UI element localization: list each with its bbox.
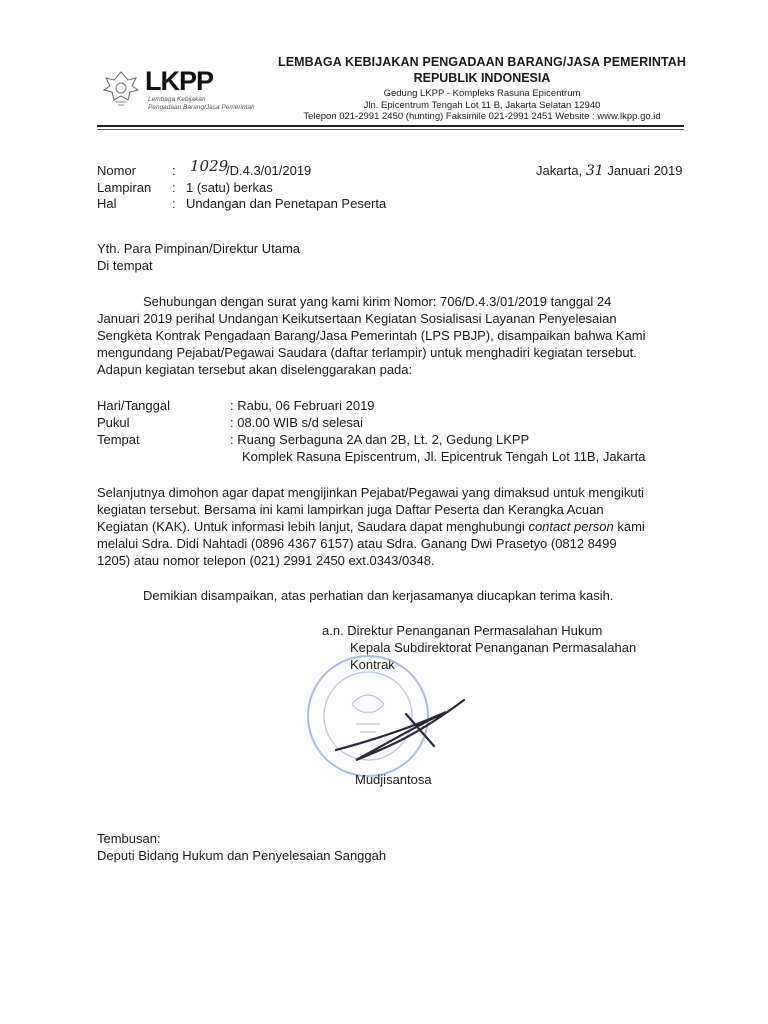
addressee-line1: Yth. Para Pimpinan/Direktur Utama xyxy=(97,241,301,256)
institution-country: REPUBLIK INDONESIA xyxy=(413,71,551,85)
institution-address: Jln. Epicentrum Tengah Lot 11 B, Jakarta Selatan 12940 xyxy=(363,100,601,111)
header-divider-thin xyxy=(97,129,684,130)
event-time-value: : 08.00 WIB s/d selesai xyxy=(230,415,363,430)
lampiran-label: Lampiran xyxy=(97,180,152,195)
tembusan-label: Tembusan: xyxy=(97,831,161,846)
logo-subtitle: Lembaga Kebijakan Pengadaan Barang/Jasa Pemerintah xyxy=(148,96,255,111)
paragraph-2-line-3: Kegiatan (KAK). Untuk informasi lebih lanjut, Saudara dapat menghubungi contact person kami xyxy=(97,519,645,534)
official-stamp-and-signature xyxy=(296,652,496,782)
event-place-label: Tempat xyxy=(97,432,140,447)
paragraph-2-line-2: kegiatan tersebut. Bersama ini kami lampirkan juga Daftar Peserta dan Kerangka Acuan xyxy=(97,502,604,517)
event-time-label: Pukul xyxy=(97,415,130,430)
nomor-colon: : xyxy=(172,163,176,178)
institution-title: LEMBAGA KEBIJAKAN PENGADAAN BARANG/JASA PEMERINTAH xyxy=(277,55,687,69)
paragraph-2-line-5: 1205) atau nomor telepon (021) 2991 2450 ext.0343/0348. xyxy=(97,553,435,568)
hal-label: Hal xyxy=(97,196,117,211)
closing-paragraph: Demikian disampaikan, atas perhatian dan kerjasamanya diucapkan terima kasih. xyxy=(143,588,614,603)
lampiran-colon: : xyxy=(172,180,176,195)
event-day-value: : Rabu, 06 Februari 2019 xyxy=(230,398,375,413)
paragraph-1-line-5: Adapun kegiatan tersebut akan diselenggarakan pada: xyxy=(97,362,413,377)
signature-title-1: Kepala Subdirektorat Penanganan Permasalahan xyxy=(350,640,637,655)
signature-title-2: Kontrak xyxy=(350,657,395,672)
nomor-label: Nomor xyxy=(97,163,137,178)
paragraph-1-line-4: mengundang Pejabat/Pegawai Saudara (daftar terlampir) untuk menghadiri kegiatan tersebut. xyxy=(97,345,637,360)
hal-colon: : xyxy=(172,196,176,211)
paragraph-1-line-1: Sehubungan dengan surat yang kami kirim Nomor: 706/D.4.3/01/2019 tanggal 24 xyxy=(143,294,612,309)
signatory-name: Mudjisantosa xyxy=(355,772,432,787)
header-divider xyxy=(97,125,684,127)
logo-wordmark: LKPP xyxy=(145,66,214,96)
event-place-value-1: : Ruang Serbaguna 2A dan 2B, Lt. 2, Gedung LKPP xyxy=(230,432,530,447)
event-place-value-2: Komplek Rasuna Episcentrum, Jl. Epicentruk Tengah Lot 11B, Jakarta xyxy=(242,449,646,464)
paragraph-2-line-4: melalui Sdra. Didi Nahtadi (0896 4367 6157) atau Sdra. Ganang Dwi Prasetyo (0812 8499 xyxy=(97,536,617,551)
institution-contact: Telepon 021-2991 2450 (hunting) Faksimile 021-2991 2451 Website : www.lkpp.go.id xyxy=(303,111,661,122)
addressee-line2: Di tempat xyxy=(97,258,153,273)
paragraph-1-line-2: Januari 2019 perihal Undangan Keikutsertaan Kegiatan Sosialisasi Layanan Penyelesaian xyxy=(97,311,617,326)
letter-date: Jakarta, 31 Januari 2019 xyxy=(536,163,683,179)
institution-building: Gedung LKPP - Kompleks Rasuna Epicentrum xyxy=(383,88,581,99)
tembusan-item: Deputi Bidang Hukum dan Penyelesaian Sanggah xyxy=(97,848,387,863)
handwritten-signature-icon xyxy=(336,700,464,760)
garuda-emblem-icon xyxy=(98,66,144,112)
paragraph-1-line-3: Sengketa Kontrak Pengadaan Barang/Jasa Pemerintah (LPS PBJP), disampaikan bahwa Kami xyxy=(97,328,646,343)
nomor-handwritten: 1029 xyxy=(190,157,229,175)
hal-value: Undangan dan Penetapan Peserta xyxy=(186,196,387,211)
official-stamp-icon xyxy=(308,656,428,776)
contact-person-italic: contact person xyxy=(528,519,614,534)
lampiran-value: 1 (satu) berkas xyxy=(186,180,273,195)
paragraph-2-line-1: Selanjutnya dimohon agar dapat mengijinkan Pejabat/Pegawai yang dimaksud untuk mengikuti xyxy=(97,485,645,500)
date-handwritten: 31 xyxy=(585,163,604,179)
signature-an: a.n. Direktur Penanganan Permasalahan Hukum xyxy=(322,623,603,638)
event-day-label: Hari/Tanggal xyxy=(97,398,170,413)
nomor-value: /D.4.3/01/2019 xyxy=(226,163,312,178)
